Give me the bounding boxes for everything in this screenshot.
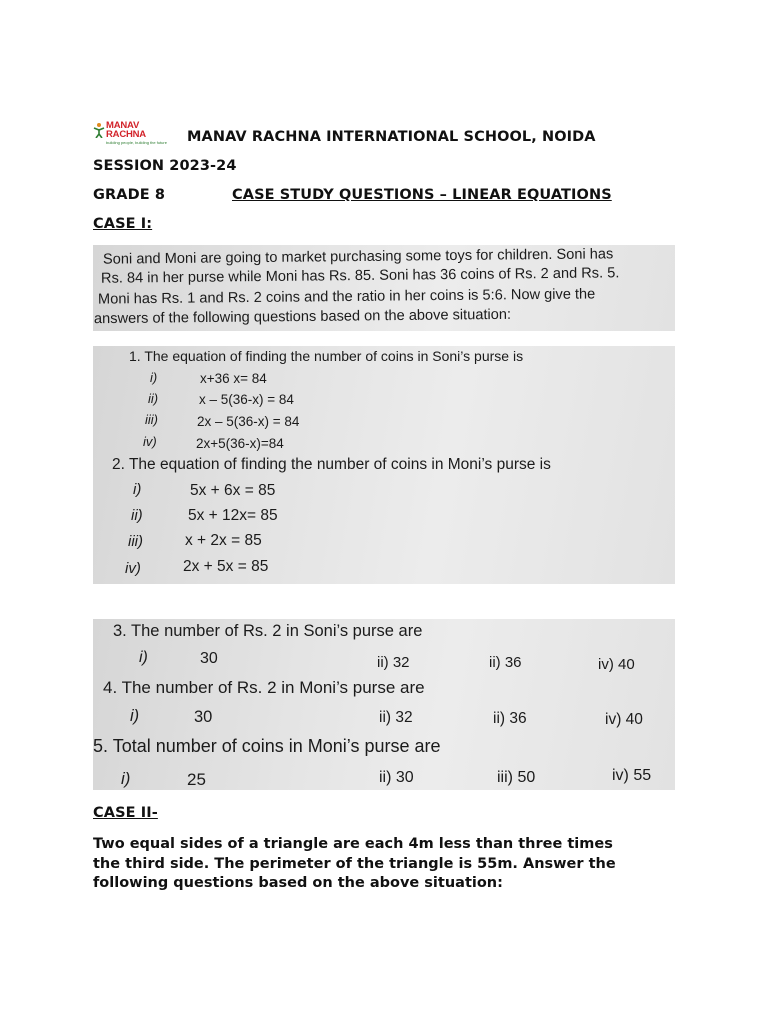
q2-option-value: x + 2x = 85 <box>185 532 262 549</box>
q1-option-value: x+36 x= 84 <box>200 371 267 386</box>
q2-option-label: ii) <box>131 507 143 524</box>
case2-passage <box>93 835 616 894</box>
school-name: MANAV RACHNA INTERNATIONAL SCHOOL, NOIDA <box>187 129 596 145</box>
case2-passage-line: the third side. The perimeter of the triangle is 55m. Answer the <box>93 855 616 872</box>
question-5-text: 5. Total number of coins in Moni’s purse are <box>93 736 441 756</box>
case1-passage-image <box>93 245 675 331</box>
question-2-text: 2. The equation of finding the number of coins in Moni’s purse is <box>112 456 551 473</box>
q5-option: iii) 50 <box>497 769 536 786</box>
grade-label: GRADE 8 <box>93 187 166 203</box>
question-4-text: 4. The number of Rs. 2 in Moni’s purse are <box>103 678 425 697</box>
q4-option: ii) 32 <box>379 709 413 726</box>
questions-1-2-image <box>93 346 675 584</box>
q3-option: 30 <box>200 650 218 667</box>
question-3-text: 3. The number of Rs. 2 in Soni’s purse are <box>113 622 423 640</box>
logo-figure-icon <box>93 122 105 138</box>
case2-passage-line: Two equal sides of a triangle are each 4m less than three times <box>93 836 613 852</box>
q5-option: ii) 30 <box>379 769 414 786</box>
q1-option-value: 2x – 5(36-x) = 84 <box>197 414 300 429</box>
q5-option: i) <box>121 769 131 788</box>
logo-text-line2: RACHNA <box>106 129 146 140</box>
q4-option: ii) 36 <box>493 710 527 727</box>
q2-option-label: iv) <box>125 560 141 577</box>
q1-option-label: ii) <box>148 391 159 406</box>
q2-option-value: 2x + 5x = 85 <box>183 558 269 575</box>
question-1-text: 1. The equation of finding the number of coins in Soni’s purse is <box>129 348 524 364</box>
passage-line: Soni and Moni are going to market purchasing some toys for children. Soni has <box>102 246 614 268</box>
q5-option: 25 <box>187 770 206 789</box>
q1-option-label: iv) <box>143 434 157 449</box>
q4-option: iv) 40 <box>605 711 643 728</box>
q1-option-value: 2x+5(36-x)=84 <box>196 436 284 451</box>
q4-option: 30 <box>194 708 213 726</box>
school-logo <box>93 119 167 147</box>
session-label: SESSION 2023-24 <box>93 158 237 174</box>
logo-text-line1: MANAV <box>106 120 140 131</box>
case2-passage-line: following questions based on the above situation: <box>93 875 503 891</box>
q3-option: iv) 40 <box>598 656 635 673</box>
q1-option-label: i) <box>150 370 158 385</box>
q3-option: ii) 36 <box>489 654 522 671</box>
passage-line: Moni has Rs. 1 and Rs. 2 coins and the ratio in her coins is 5:6. Now give the <box>97 286 596 308</box>
q3-option: ii) 32 <box>377 654 410 671</box>
q2-option-value: 5x + 12x= 85 <box>188 507 278 524</box>
q3-option: i) <box>139 649 148 666</box>
case1-heading: CASE I: <box>93 216 153 232</box>
case2-heading: CASE II- <box>93 805 158 821</box>
passage-line: Rs. 84 in her purse while Moni has Rs. 85. Soni has 36 coins of Rs. 2 and Rs. 5. <box>100 265 620 287</box>
q2-option-label: iii) <box>128 533 143 550</box>
passage-line: answers of the following questions based on the above situation: <box>93 306 512 328</box>
q2-option-value: 5x + 6x = 85 <box>190 482 276 499</box>
document-title: CASE STUDY QUESTIONS – LINEAR EQUATIONS <box>232 187 612 203</box>
questions-3-5-image <box>93 619 675 790</box>
q1-option-value: x – 5(36-x) = 84 <box>199 392 294 407</box>
logo-tagline: building people, building the future <box>106 140 167 145</box>
q1-option-label: iii) <box>145 412 158 427</box>
q2-option-label: i) <box>133 481 142 498</box>
q5-option: iv) 55 <box>612 767 652 784</box>
q4-option: i) <box>130 707 140 725</box>
